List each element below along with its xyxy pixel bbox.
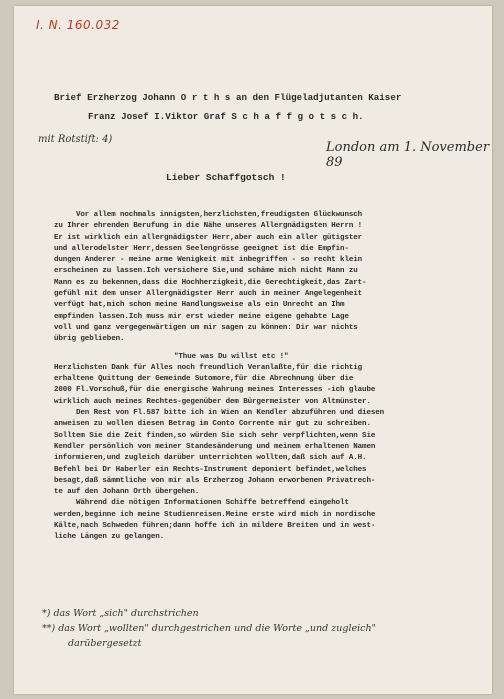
text-line: informieren,und zugleich darüber unterrichten wollten,daß sich auf A.H. — [54, 454, 367, 463]
text-line: besagt,daß sämmtliche von mir als Erzherzog Johann erworbenen Privatrech- — [54, 476, 376, 485]
quote-line: "Thue was Du willst etc !" — [174, 352, 289, 361]
letter-body — [54, 210, 500, 544]
text-line: Kendler persönlich von meiner Standesänderung und meinem erhaltenen Namen — [54, 442, 376, 451]
text-line: verfügt hat,mich schon meine Handlungsweise als ein Unrecht an Ihm — [54, 301, 345, 310]
archive-reference-number: I. N. 160.032 — [36, 18, 120, 32]
text-line: erscheinen zu lassen.Ich versichere Sie,und schäme mich nicht Mann zu — [54, 267, 358, 276]
footnote-1: *) das Wort „sich" durchstrichen — [42, 608, 199, 619]
text-line: Mann es zu bekennen,dass die Hochherzigkeit,die Gerechtigkeit,das Zart- — [54, 278, 367, 287]
document-header — [54, 88, 494, 126]
text-line: wirklich auch meines Rechtes-gegenüber dem Bürgermeister von Altmünster. — [54, 397, 371, 406]
header-line-1: Brief Erzherzog Johann O r t h s an den Flügeladjutanten Kaiser — [54, 92, 402, 103]
header-line-2: Franz Josef I.Viktor Graf S c h a f f g o t s c h. — [88, 111, 364, 122]
text-line: voll und ganz vergegenwärtigen um mir sagen zu können: Dir war nichts — [54, 323, 358, 332]
text-line: Er ist wirklich ein allergnädigster Herr,aber auch ein aller gütigster — [54, 233, 363, 242]
text-line: Den Rest von Fl.587 bitte ich in Wien an Kendler abzuführen und diesen — [76, 409, 385, 418]
handwritten-footnotes — [42, 606, 502, 651]
text-line: und allerodelster Herr,dessen Seelengrösse geeignet ist die Empfin- — [54, 244, 349, 253]
footnote-2: **) das Wort „wollten" durchgestrichen und die Worte „und zugleich" — [42, 623, 376, 634]
text-line: übrig geblieben. — [54, 335, 125, 344]
text-line: werden,beginne ich meine Studienreisen.Meine erste wird mich in nordische — [54, 510, 376, 519]
text-line: te auf den Johann Orth übergehen. — [54, 488, 200, 497]
text-line: dungen Anderer - meine arme Wenigkeit mit inbegriffen - so recht klein — [54, 256, 363, 265]
text-line: anweisen zu wollen diesen Betrag im Conto Corrente mir gut zu schreiben. — [54, 420, 371, 429]
handwritten-place-date: London am 1. November 89 — [326, 140, 490, 170]
margin-annotation: mit Rotstift: 4) — [38, 134, 113, 145]
text-line: Vor allem nochmals innigsten,herzlichsten,freudigsten Glückwunsch — [76, 211, 363, 219]
text-line: liche Längen zu gelangen. — [54, 533, 165, 542]
text-line: erhaltene Quittung der Gemeinde Sutomore,für die Abrechnung über die — [54, 375, 354, 384]
document-page — [14, 6, 492, 694]
text-line: Während die nötigen Informationen Schiffe betreffend eingeholt — [76, 499, 349, 508]
text-line: empfinden lassen.Ich muss mir erst wieder meine eigene gehabte Lage — [54, 312, 349, 321]
text-line: 2000 Fl.Vorschuß,für die energische Wahrung meines Interesses -ich glaube — [54, 386, 376, 395]
text-line: gefühl mit dem unser Allergnädigster Herr auch in meiner Angelegenheit — [54, 290, 363, 299]
text-line: Solltem Sie die Zeit finden,so würden Sie sich sehr verpflichten,wenn Sie — [54, 431, 376, 440]
text-line: Kälte,nach Schweden führen;dann hoffe ich in mildere Breiten und in west- — [54, 522, 376, 531]
footnote-2-continued: darübergesetzt — [68, 638, 142, 649]
text-line: Befehl bei Dr Haberler ein Rechts-Instrument deponiert befindet,welches — [54, 465, 367, 474]
text-line: zu Ihrer ehrenden Berufung in die Nähe unseres Allergnädigsten Herrn ! — [54, 222, 363, 231]
salutation: Lieber Schaffgotsch ! — [166, 172, 286, 183]
text-line: Herzlichsten Dank für Alles noch freundlich Veranlaßte,für die richtig — [54, 363, 363, 372]
